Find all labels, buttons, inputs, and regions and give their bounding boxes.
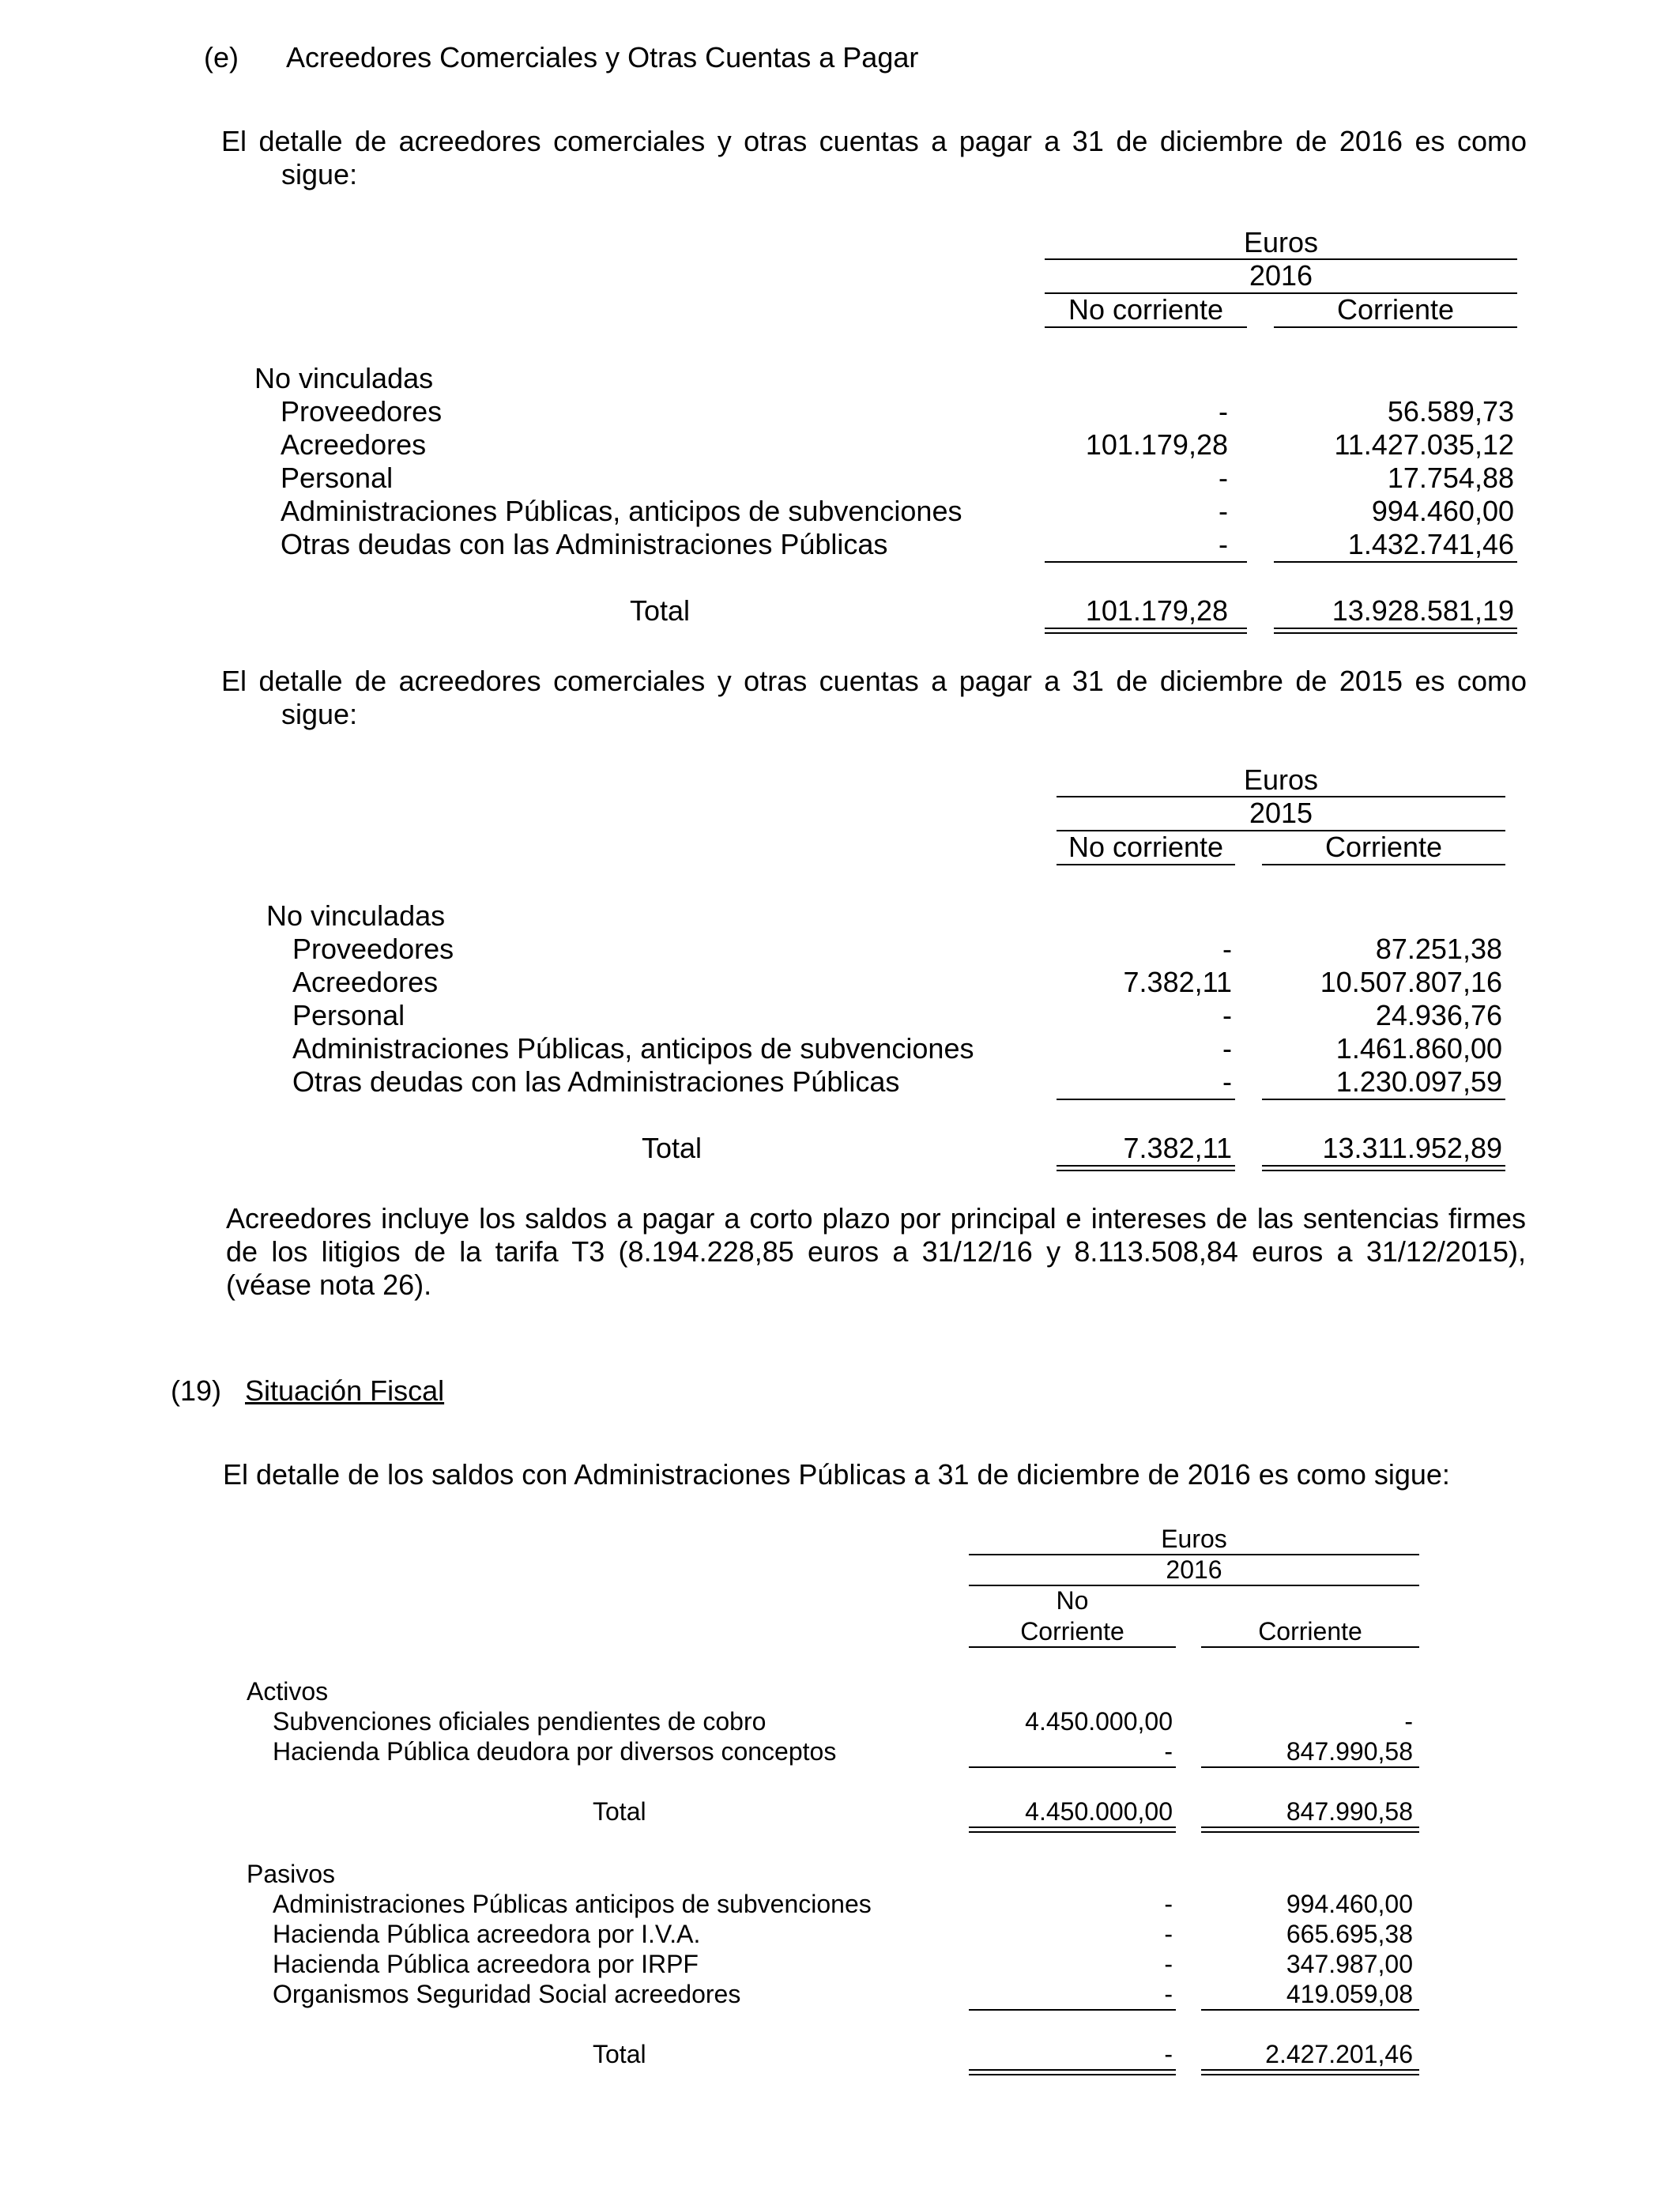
row-value-corriente: 10.507.807,16 — [1320, 966, 1502, 998]
subtotal-rule — [969, 1766, 1176, 1768]
subtotal-rule — [1274, 561, 1517, 563]
note-line-2: de los litigios de la tarifa T3 (8.194.228,85 euros a 31/12/16 y 8.113.508,84 euros a 31/12/2015), — [226, 1235, 1526, 1268]
row-value-no-corriente: - — [1219, 395, 1228, 428]
total-double-rule — [969, 2069, 1176, 2075]
subtotal-rule — [1262, 1099, 1505, 1100]
row-value-corriente: 347.987,00 — [1286, 1950, 1413, 1978]
row-value-corriente: 87.251,38 — [1375, 933, 1502, 965]
currency-header: Euros — [1243, 226, 1319, 258]
header-rule — [1201, 1646, 1419, 1648]
activos-label: Activos — [247, 1677, 329, 1706]
activos-total-no-corriente: 4.450.000,00 — [1025, 1797, 1173, 1826]
intro-2016-line-1: El detalle de acreedores comerciales y otras cuentas a pagar a 31 de diciembre de 2016 es como — [221, 125, 1527, 157]
row-value-no-corriente: 4.450.000,00 — [1025, 1707, 1173, 1736]
row-label: Administraciones Públicas, anticipos de subvenciones — [281, 495, 962, 527]
total-label: Total — [642, 1132, 703, 1164]
pasivos-total-no-corriente: - — [1164, 2040, 1173, 2068]
header-rule — [1262, 864, 1505, 865]
total-double-rule — [1201, 2069, 1419, 2075]
total-corriente: 13.311.952,89 — [1322, 1132, 1502, 1164]
row-value-corriente: 24.936,76 — [1375, 999, 1502, 1031]
subtotal-rule — [1045, 561, 1247, 563]
row-label: Administraciones Públicas anticipos de subvenciones — [273, 1890, 872, 1918]
total-double-rule — [1057, 1165, 1235, 1171]
row-value-corriente: 665.695,38 — [1286, 1920, 1413, 1948]
row-label: Personal — [292, 999, 405, 1031]
total-no-corriente: 101.179,28 — [1085, 594, 1228, 627]
row-value-no-corriente: - — [1164, 1737, 1173, 1766]
row-label: Hacienda Pública acreedora por I.V.A. — [273, 1920, 701, 1948]
header-rule — [1057, 864, 1235, 865]
row-value-corriente: 1.230.097,59 — [1335, 1065, 1502, 1098]
row-label: Acreedores — [292, 966, 439, 998]
row-value-no-corriente: - — [1164, 1890, 1173, 1918]
row-label: Personal — [281, 462, 394, 494]
row-value-corriente: 11.427.035,12 — [1334, 428, 1514, 461]
row-value-corriente: - — [1404, 1707, 1413, 1736]
row-label: Subvenciones oficiales pendientes de cobro — [273, 1707, 767, 1736]
total-double-rule — [1274, 628, 1517, 634]
intro-2016-paragraph — [221, 125, 1527, 191]
total-double-rule — [969, 1826, 1176, 1833]
row-label: Administraciones Públicas, anticipos de subvenciones — [292, 1032, 974, 1065]
intro-2015-line-1: El detalle de acreedores comerciales y otras cuentas a pagar a 31 de diciembre de 2015 es como — [221, 665, 1527, 697]
row-value-no-corriente: - — [1222, 933, 1232, 965]
intro-2016-line-2: sigue: — [281, 158, 358, 190]
row-label: Hacienda Pública deudora por diversos conceptos — [273, 1737, 837, 1766]
pasivos-label: Pasivos — [247, 1860, 336, 1888]
row-label: Organismos Seguridad Social acreedores — [273, 1980, 741, 2008]
note-line-3: (véase nota 26). — [226, 1269, 432, 1301]
row-label: Otras deudas con las Administraciones Públicas — [292, 1065, 900, 1098]
row-label: Otras deudas con las Administraciones Públicas — [281, 528, 888, 560]
year-header: 2016 — [1249, 259, 1313, 292]
row-value-corriente: 994.460,00 — [1371, 495, 1514, 527]
total-double-rule — [1262, 1165, 1505, 1171]
note-paragraph — [226, 1202, 1526, 1302]
row-value-no-corriente: - — [1164, 1920, 1173, 1948]
currency-header: Euros — [1243, 763, 1319, 796]
row-value-no-corriente: - — [1222, 1065, 1232, 1098]
row-value-corriente: 419.059,08 — [1286, 1980, 1413, 2008]
row-value-corriente: 56.589,73 — [1387, 395, 1514, 428]
row-value-no-corriente: 101.179,28 — [1085, 428, 1228, 461]
row-value-corriente: 17.754,88 — [1387, 462, 1514, 494]
col-header-no-corriente: No corriente — [1068, 831, 1224, 863]
total-corriente: 13.928.581,19 — [1332, 594, 1514, 627]
activos-total-corriente: 847.990,58 — [1286, 1797, 1413, 1826]
header-rule — [969, 1646, 1176, 1648]
intro-fiscal: El detalle de los saldos con Administraciones Públicas a 31 de diciembre de 2016 es como sigue: — [223, 1458, 1450, 1491]
row-label: Hacienda Pública acreedora por IRPF — [273, 1950, 699, 1978]
note-line-1: Acreedores incluye los saldos a pagar a corto plazo por principal e intereses de las sentencias firmes — [226, 1202, 1526, 1235]
row-value-corriente: 1.432.741,46 — [1347, 528, 1514, 560]
activos-total-label: Total — [593, 1797, 646, 1826]
subtotal-rule — [969, 2009, 1176, 2011]
row-value-corriente: 994.460,00 — [1286, 1890, 1413, 1918]
group-label: No vinculadas — [254, 362, 434, 394]
intro-2015-line-2: sigue: — [281, 698, 358, 730]
row-value-no-corriente: - — [1164, 1980, 1173, 2008]
row-value-no-corriente: - — [1219, 462, 1228, 494]
row-value-no-corriente: - — [1219, 495, 1228, 527]
col-header-corriente-1: Corriente — [1020, 1617, 1124, 1646]
year-header: 2015 — [1249, 797, 1313, 829]
row-value-no-corriente: - — [1164, 1950, 1173, 1978]
subtotal-rule — [1057, 1099, 1235, 1100]
pasivos-total-label: Total — [593, 2040, 646, 2068]
total-double-rule — [1045, 628, 1247, 634]
subtotal-rule — [1201, 1766, 1419, 1768]
row-value-corriente: 847.990,58 — [1286, 1737, 1413, 1766]
col-header-no-corriente: No corriente — [1068, 293, 1224, 326]
row-label: Acreedores — [281, 428, 427, 461]
section-title: Situación Fiscal — [245, 1374, 445, 1407]
row-value-no-corriente: - — [1222, 1032, 1232, 1065]
intro-2015-paragraph — [221, 665, 1527, 731]
section-title: Acreedores Comerciales y Otras Cuentas a Pagar — [286, 41, 919, 74]
section-number: (19) — [171, 1374, 222, 1407]
header-rule — [1045, 326, 1247, 328]
row-label: Proveedores — [292, 933, 454, 965]
col-header-corriente-2: Corriente — [1258, 1617, 1362, 1646]
header-rule — [1274, 326, 1517, 328]
col-header-no: No — [1056, 1586, 1089, 1615]
subtotal-rule — [1201, 2009, 1419, 2011]
row-value-corriente: 1.461.860,00 — [1335, 1032, 1502, 1065]
row-value-no-corriente: - — [1222, 999, 1232, 1031]
total-double-rule — [1201, 1826, 1419, 1833]
pasivos-total-corriente: 2.427.201,46 — [1265, 2040, 1413, 2068]
row-value-no-corriente: - — [1219, 528, 1228, 560]
total-label: Total — [630, 594, 691, 627]
currency-header: Euros — [1161, 1525, 1227, 1553]
group-label: No vinculadas — [266, 899, 446, 932]
col-header-corriente: Corriente — [1336, 293, 1455, 326]
row-label: Proveedores — [281, 395, 443, 428]
year-header: 2016 — [1166, 1555, 1222, 1584]
row-value-no-corriente: 7.382,11 — [1123, 966, 1232, 998]
section-number: (e) — [204, 41, 239, 74]
col-header-corriente: Corriente — [1324, 831, 1443, 863]
total-no-corriente: 7.382,11 — [1123, 1132, 1232, 1164]
